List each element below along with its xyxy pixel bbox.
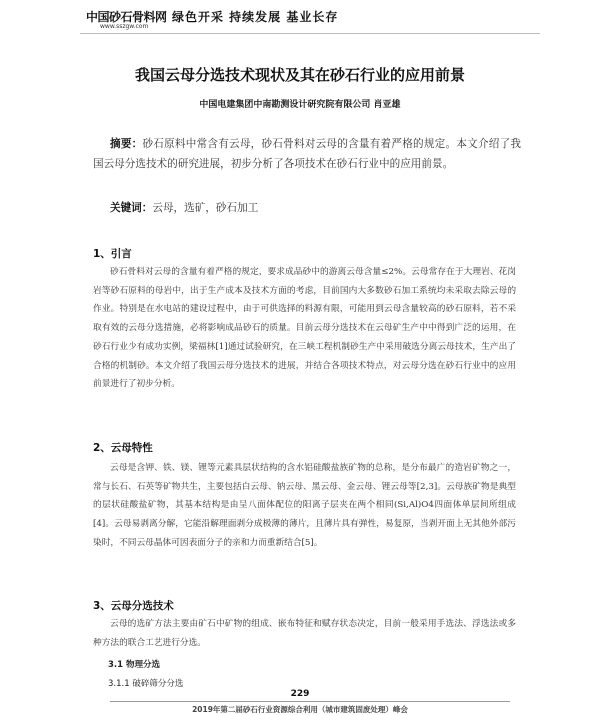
abstract-label: 摘要： <box>110 138 143 150</box>
site-logo: 中国砂石骨料网 <box>86 10 167 24</box>
header-divider <box>80 33 540 34</box>
section-text-introduction: 砂石骨料对云母的含量有着严格的规定，要求成品砂中的游离云母含量≤2%。云母常存在于大理岩、花岗岩等砂石原料的母岩中，出于生产成本及技术方面的考虑，目前国内大多数砂石加工系统均未采取去除云母的作业。特别是在水电站的建设过程中，由于可供选择的料源有限，可能用到云母含量较高的砂石原料，若不采取有效的云母分选措施，必将影响成品砂石的质量。目前云母分选技术在云母矿生产中中得到广泛的运用，在砂石行业少有成功实例，梁福林[1]通过试验研究，在三峡工程机制砂生产中采用破选分离云母技术，生产出了合格的机制砂。本文介绍了我国云母分选技术的进展，并结合各项技术特点，对云母分选在砂石行业中的应用前景进行了初步分析。 <box>93 267 516 390</box>
abstract-text: 砂石原料中常含有云母，砂石骨料对云母的含量有着严格的规定。本文介绍了我国云母分选技术的研究进展，初步分析了各项技术在砂石行业中的应用前景。 <box>93 138 522 170</box>
site-url: www.sszgw.com <box>100 23 149 30</box>
page-number: 229 <box>290 689 310 699</box>
section-text-mica-properties: 云母是含钾、铁、镁、锂等元素具层状结构的含水铝硅酸盐族矿物的总称，是分布最广的造岩矿物之一，常与长石、石英等矿物共生，主要包括白云母、钠云母、黑云母、金云母、锂云母等[2,3]。云母族矿物是典型的层状硅酸盐矿物，其基本结构是由呈八面体配位的阳离子层夹在两个相同(Si,Al)O4四面体单层间所组成[4]。云母易剥离分解，它能沿解理面剥分成极薄的薄片，且薄片具有弹性，易复原，当剥开面上无其他外部污染时，不同云母晶体可因表面分子的亲和力而重新结合[5]。 <box>93 463 516 548</box>
abstract <box>93 134 521 174</box>
footer-divider <box>110 701 510 702</box>
keywords-text: 云母，选矿，砂石加工 <box>152 202 259 214</box>
section-heading-introduction: 1、引言 <box>93 248 132 260</box>
section-heading-separation-tech: 3、云母分选技术 <box>93 600 174 612</box>
page-header <box>0 0 600 38</box>
header-slogan: 绿色开采 持续发展 基业长存 <box>172 10 339 24</box>
paper-author: 中国电建集团中南勘测设计研究院有限公司 肖亚雄 <box>199 100 401 110</box>
keywords-label: 关键词： <box>110 202 153 214</box>
subsection-heading-physical: 3.1 物理分选 <box>108 660 161 670</box>
section-text-separation-tech: 云母的选矿方法主要由矿石中矿物的组成、嵌布特征和赋存状态决定，目前一般采用手选法、浮选法或多种方法的联合工艺进行分选。 <box>93 619 516 648</box>
subsection-heading-crushing: 3.1.1 破碎筛分分选 <box>108 679 184 689</box>
journal-footer: 2019年第二届砂石行业资源综合利用（城市建筑固废处理）峰会 <box>192 705 408 714</box>
keywords <box>110 200 258 215</box>
paper-title: 我国云母分选技术现状及其在砂石行业的应用前景 <box>134 66 465 84</box>
section-heading-mica-properties: 2、云母特性 <box>93 442 153 454</box>
